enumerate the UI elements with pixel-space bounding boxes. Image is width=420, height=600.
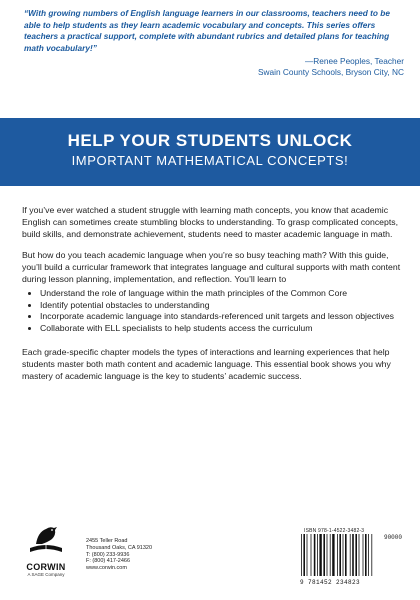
isbn-number: ISBN 978-1-4522-3482-3 bbox=[304, 528, 365, 534]
price-code: 90000 bbox=[383, 534, 402, 541]
back-cover-footer bbox=[0, 518, 420, 600]
description-body bbox=[22, 205, 404, 392]
headline-line-2: IMPORTANT MATHEMATICAL CONCEPTS! bbox=[71, 153, 349, 168]
list-item: • Identify potential obstacles to understanding bbox=[40, 300, 404, 312]
quote-text: “With growing numbers of English language learners in our classrooms, teachers need to be able to help students as they learn academic vocabulary and concepts. This series offers teachers a practical support, complete with abundant rubrics and detailed plans for teaching math vocabulary!” bbox=[24, 8, 390, 53]
publisher-tagline: A SAGE Company bbox=[27, 572, 65, 577]
barcode-digits: 9 781452 234823 bbox=[300, 579, 361, 586]
address-line: 2455 Teller Road bbox=[86, 538, 128, 544]
headline-banner bbox=[0, 118, 420, 186]
quote-affiliation: Swain County Schools, Bryson City, NC bbox=[257, 67, 404, 78]
quote-author: —Renee Peoples, Teacher bbox=[304, 56, 404, 67]
publisher-address bbox=[86, 538, 152, 572]
isbn-barcode bbox=[300, 528, 404, 586]
description-paragraph-2: But how do you teach academic language when you’re so busy teaching math? With this guide, you’ll build a curricular framework that integrates language and cultural supports with math content during lesson planning, implementation, and reflection. You’ll learn to bbox=[22, 250, 401, 284]
address-line: T: (800) 233-9936 bbox=[86, 551, 130, 558]
barcode-icon bbox=[300, 534, 380, 578]
testimonial-quote bbox=[24, 8, 404, 78]
address-line: F: (800) 417-2466 bbox=[86, 558, 131, 565]
list-item: • Understand the role of language within the math principles of the Common Core bbox=[40, 288, 404, 300]
address-line: www.corwin.com bbox=[86, 565, 127, 572]
publisher-name: CORWIN bbox=[26, 562, 66, 572]
list-item: • Incorporate academic language into standards-referenced unit targets and lesson objectives bbox=[40, 311, 404, 323]
learning-goals-list bbox=[22, 288, 404, 335]
address-line: Thousand Oaks, CA 91320 bbox=[86, 544, 153, 551]
raven-book-icon bbox=[26, 522, 66, 556]
headline-line-1: HELP YOUR STUDENTS UNLOCK bbox=[67, 131, 353, 150]
publisher-logo bbox=[20, 522, 72, 577]
description-paragraph-3: Each grade-specific chapter models the types of interactions and learning experiences that help students master both math content and academic language. This essential book shows you why mastery of academic language is the key to students’ academic success. bbox=[22, 346, 391, 381]
list-item: • Collaborate with ELL specialists to help students access the curriculum bbox=[40, 323, 404, 335]
description-paragraph-1: If you’ve ever watched a student struggle with learning math concepts, you know that academic English can sometimes create stumbling blocks to understanding. To grasp complicated concepts, build skills, and demonstrate achievement, students need to master academic language in math. bbox=[22, 205, 399, 239]
